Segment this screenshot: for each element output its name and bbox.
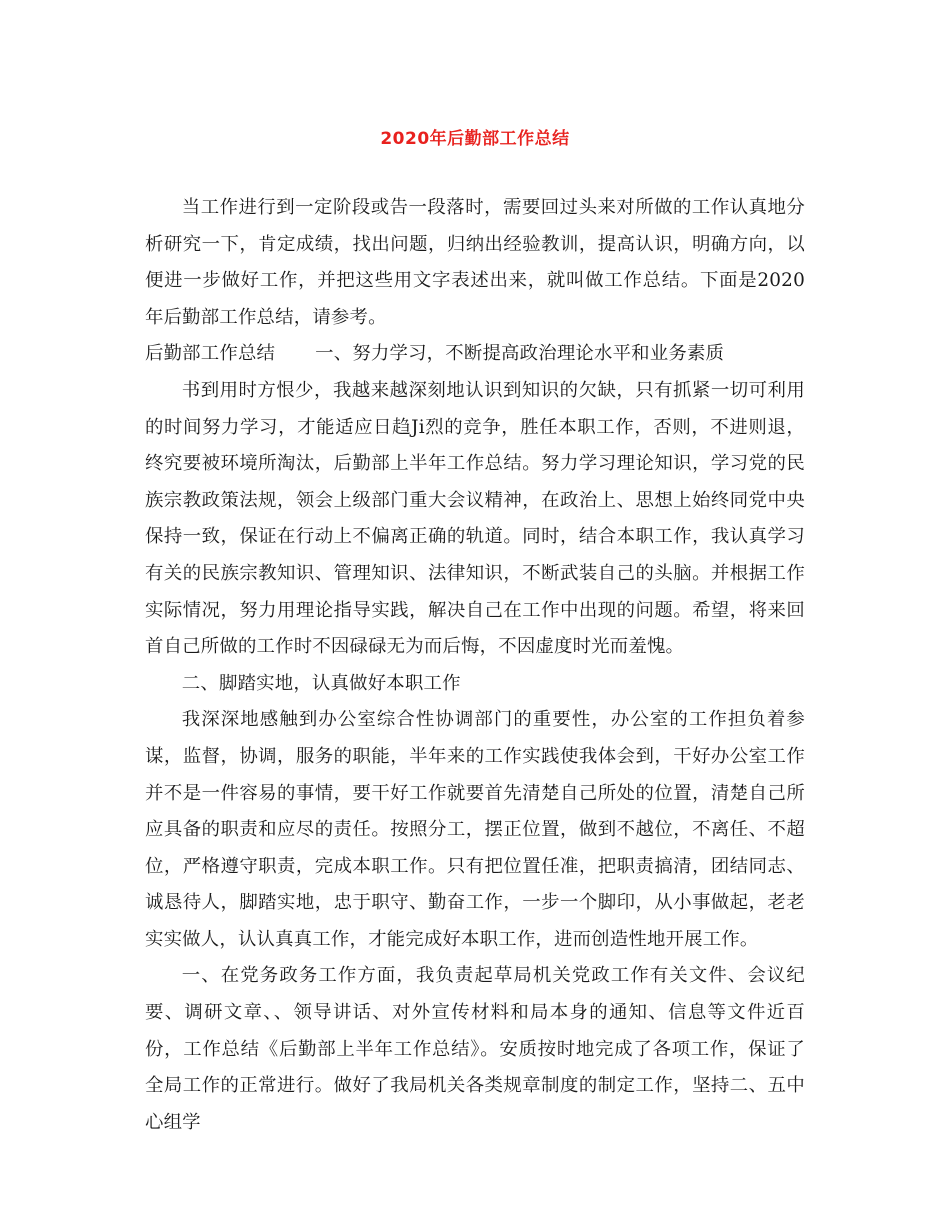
paragraph-intro: 当工作进行到一定阶段或告一段落时，需要回过头来对所做的工作认真地分析研究一下，肯定成绩，找出问题，归纳出经验教训，提高认识，明确方向，以便进一步做好工作，并把这些用文字表述出来，就叫做工作总结。下面是2020年后勤部工作总结，请参考。 <box>145 197 805 328</box>
section-heading-text: 一、努力学习，不断提高政治理论水平和业务素质 <box>315 343 725 365</box>
document-body <box>145 190 805 1141</box>
paragraph-duties: 我深深地感触到办公室综合性协调部门的重要性，办公室的工作担负着参谋，监督，协调，服务的职能，半年来的工作实践使我体会到，干好办公室工作并不是一件容易的事情，要干好工作就要首先清楚自己所处的位置，清楚自己所应具备的职责和应尽的责任。按照分工，摆正位置，做到不越位，不离任、不超位，严格遵守职责，完成本职工作。只有把位置任准，把职责搞清，团结同志、诚恳待人，脚踏实地，忠于职守、勤奋工作，一步一个脚印，从小事做起，老老实实做人，认认真真工作，才能完成好本职工作，进而创造性地开展工作。 <box>145 709 805 950</box>
document-title: 2020年后勤部工作总结 <box>380 129 570 149</box>
section-label: 后勤部工作总结 <box>145 343 276 365</box>
paragraph-study: 书到用时方恨少，我越来越深刻地认识到知识的欠缺，只有抓紧一切可利用的时间努力学习，才能适应日趋Ji烈的竞争，胜任本职工作，否则，不进则退，终究要被环境所淘汰，后勤部上半年工作总结。努力学习理论知识，学习党的民族宗教政策法规，领会上级部门重大会议精神，在政治上、思想上始终同党中央保持一致，保证在行动上不偏离正确的轨道。同时，结合本职工作，我认真学习有关的民族宗教知识、管理知识、法律知识，不断武装自己的头脑。并根据工作实际情况，努力用理论指导实践，解决自己在工作中出现的问题。希望，将来回首自己所做的工作时不因碌碌无为而后悔，不因虚度时光而羞愧。 <box>145 379 805 658</box>
paragraph-heading-two: 二、脚踏实地，认真做好本职工作 <box>181 672 461 694</box>
paragraph-section-heading <box>145 336 805 373</box>
paragraph-party-affairs: 一、在党务政务工作方面，我负责起草局机关党政工作有关文件、会议纪要、调研文章、、领导讲话、对外宣传材料和局本身的通知、信息等文件近百份，工作总结《后勤部上半年工作总结》。安质按时地完成了各项工作，保证了全局工作的正常进行。做好了我局机关各类规章制度的制定工作，坚持二、五中心组学 <box>145 965 805 1133</box>
